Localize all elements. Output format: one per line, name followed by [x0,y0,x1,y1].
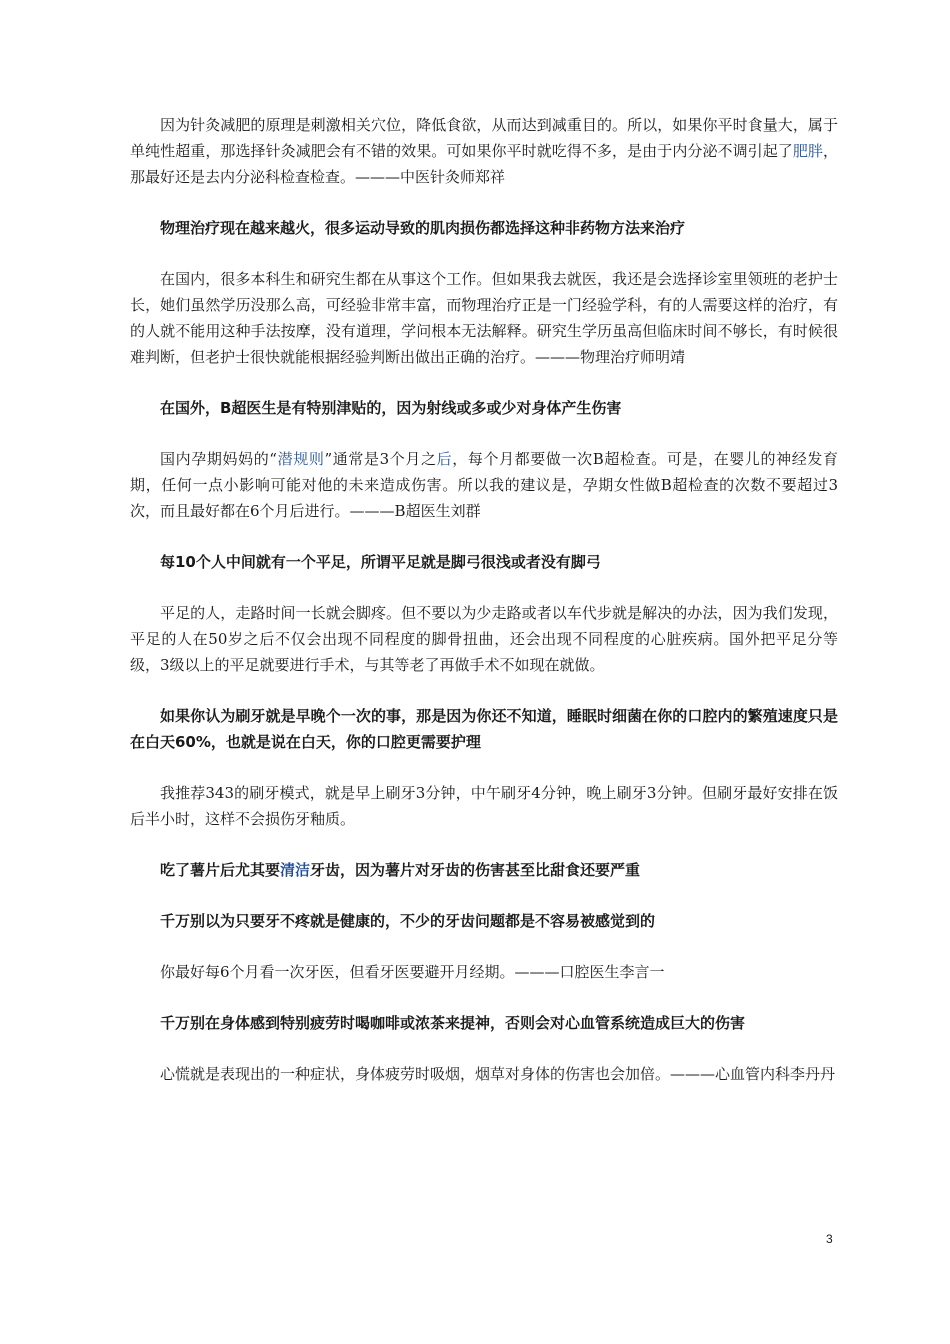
text-run: 物理治疗现在越来越火，很多运动导致的肌肉损伤都选择这种非药物方法来治疗 [160,219,686,237]
text-run: 国内孕期妈妈的“ [160,450,277,468]
text-run: ”通常是3个月之 [324,450,437,468]
text-run: 千万别在身体感到特别疲劳时喝咖啡或浓茶来提神，否则会对心血管系统造成巨大的伤害 [160,1014,746,1032]
body-paragraph [130,600,838,678]
text-run: 吃了薯片后尤其要 [160,861,281,879]
body-paragraph [130,266,838,370]
body-paragraph [130,959,838,985]
body-paragraph [130,780,838,832]
inline-link[interactable]: 清洁 [280,861,311,879]
text-run: 千万别以为只要牙不疼就是健康的，不少的牙齿问题都是不容易被感觉到的 [160,912,656,930]
body-paragraph [130,112,838,190]
inline-link[interactable]: 肥胖 [792,142,823,160]
inline-link[interactable]: 潜规则 [276,450,325,468]
section-heading [130,395,838,421]
text-run: ，那最好还是去内分泌科检查检查。———中医针灸师郑祥 [130,142,838,186]
section-heading [130,215,838,241]
text-run: ，每个月都要做一次B超检查。可是，在婴儿的神经发育期，任何一点小影响可能对他的未来造成伤害。所以我的建议是，孕期女性做B超检查的次数不要超过3次，而且最好都在6个月后进行。———B超医生刘群 [130,450,838,520]
body-paragraph [130,1061,838,1087]
text-run: 我推荐343的刷牙模式，就是早上刷牙3分钟，中午刷牙4分钟，晚上刷牙3分钟。但刷牙最好安排在饭后半小时，这样不会损伤牙釉质。 [130,784,838,828]
section-heading [130,1010,838,1036]
text-run: 心慌就是表现出的一种症状，身体疲劳时吸烟，烟草对身体的伤害也会加倍。———心血管内科李丹丹 [160,1065,836,1083]
text-run: 你最好每6个月看一次牙医，但看牙医要避开月经期。———口腔医生李言一 [160,963,665,981]
section-heading [130,703,838,755]
inline-link[interactable]: 后 [436,450,453,468]
page-number: 3 [826,1232,833,1246]
document-body [130,112,838,1112]
section-heading [130,908,838,934]
text-run: 牙齿，因为薯片对牙齿的伤害甚至比甜食还要严重 [310,861,641,879]
text-run: 因为针灸减肥的原理是刺激相关穴位，降低食欲，从而达到减重目的。所以，如果你平时食量大，属于单纯性超重，那选择针灸减肥会有不错的效果。可如果你平时就吃得不多，是由于内分泌不调引起了 [130,116,838,160]
section-heading [130,857,838,883]
text-run: 每10个人中间就有一个平足，所谓平足就是脚弓很浅或者没有脚弓 [160,553,601,571]
text-run: 在国内，很多本科生和研究生都在从事这个工作。但如果我去就医，我还是会选择诊室里领班的老护士长，她们虽然学历没那么高，可经验非常丰富，而物理治疗正是一门经验学科，有的人需要这样的治疗，有的人就不能用这种手法按摩，没有道理，学问根本无法解释。研究生学历虽高但临床时间不够长，有时候很难判断，但老护士很快就能根据经验判断出做出正确的治疗。———物理治疗师明靖 [130,270,838,366]
text-run: 如果你认为刷牙就是早晚个一次的事，那是因为你还不知道，睡眠时细菌在你的口腔内的繁殖速度只是在白天60%，也就是说在白天，你的口腔更需要护理 [130,707,838,751]
text-run: 在国外，B超医生是有特别津贴的，因为射线或多或少对身体产生伤害 [160,399,622,417]
text-run: 平足的人，走路时间一长就会脚疼。但不要以为少走路或者以车代步就是解决的办法，因为我们发现，平足的人在50岁之后不仅会出现不同程度的脚骨扭曲，还会出现不同程度的心脏疾病。国外把平足分等级，3级以上的平足就要进行手术，与其等老了再做手术不如现在就做。 [130,604,838,674]
section-heading [130,549,838,575]
body-paragraph [130,446,838,524]
